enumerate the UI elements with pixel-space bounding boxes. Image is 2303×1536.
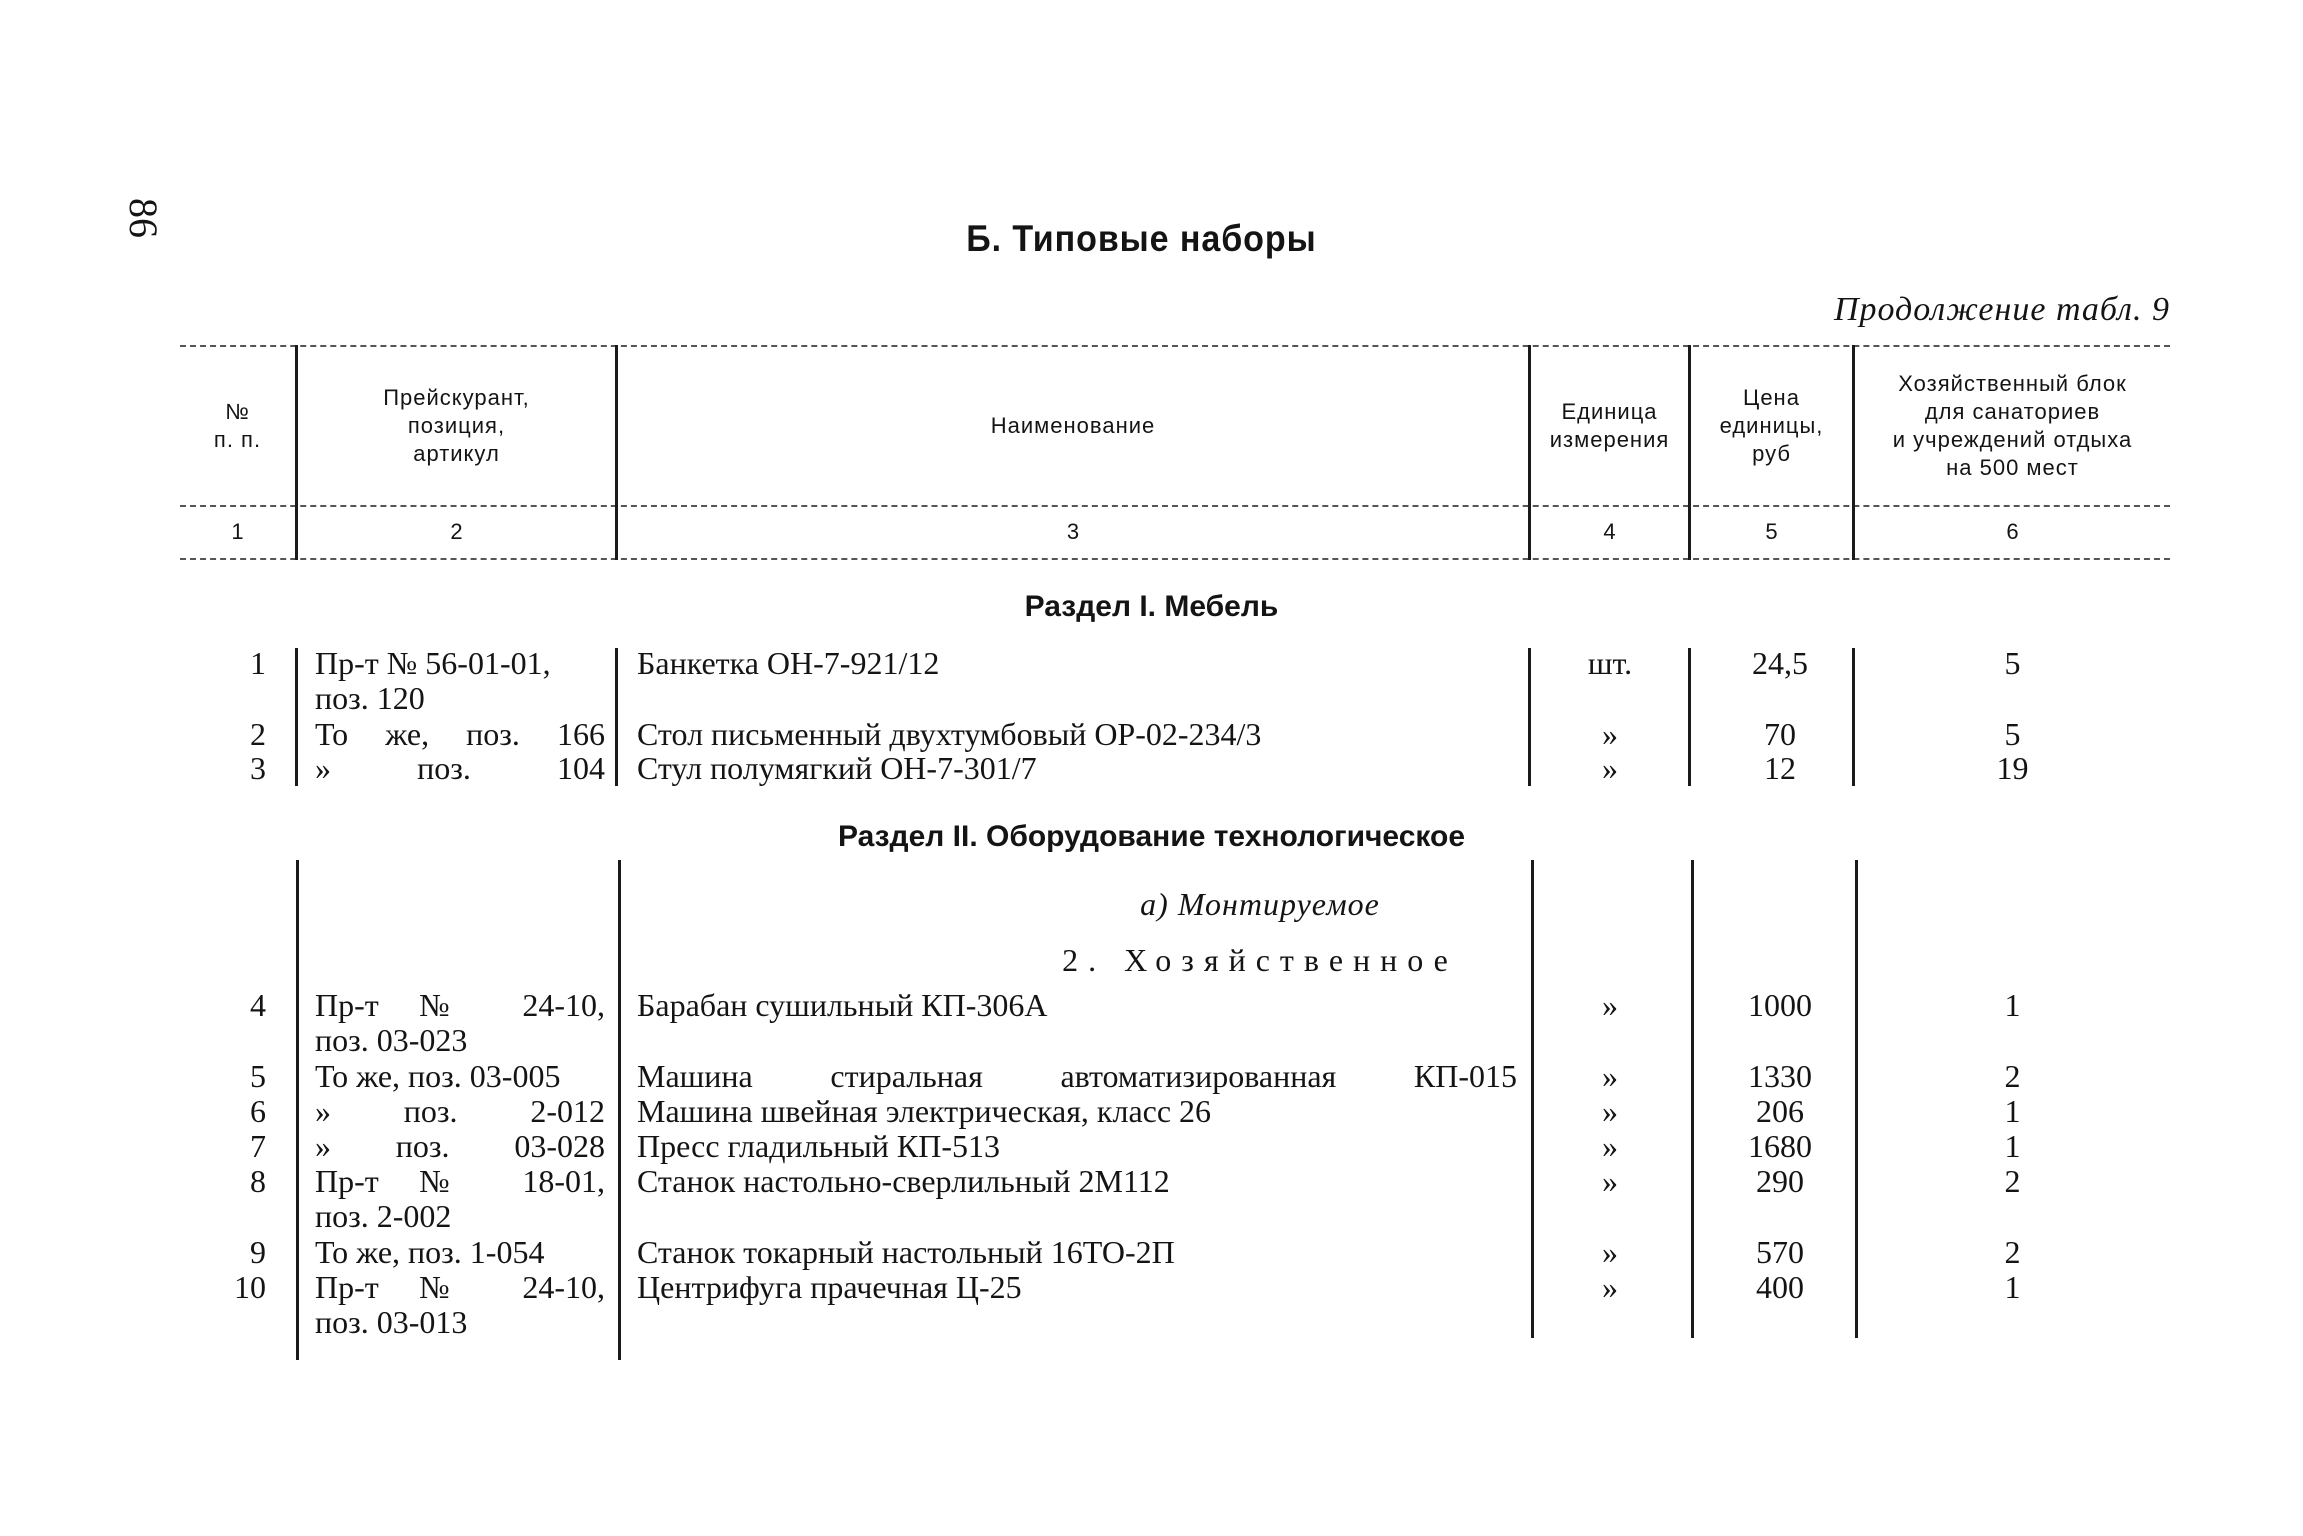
row-unit: » bbox=[1602, 1234, 1618, 1270]
row-quantity: 1 bbox=[2004, 1128, 2021, 1164]
row-quantity: 5 bbox=[2004, 645, 2021, 681]
row-price: 1330 bbox=[1748, 1058, 1812, 1094]
row-price: 1000 bbox=[1748, 987, 1812, 1023]
row-number: 1 bbox=[250, 645, 266, 681]
row-number: 7 bbox=[250, 1128, 266, 1164]
page-number: 86 bbox=[121, 198, 166, 238]
row-number: 2 bbox=[250, 716, 266, 752]
s1-divider-3 bbox=[1528, 648, 1531, 786]
row-price: 1680 bbox=[1748, 1128, 1812, 1164]
subsection-mounted: а) Монтируемое bbox=[1140, 886, 1380, 922]
row-price: 400 bbox=[1756, 1269, 1804, 1305]
row-item-name: Центрифуга прачечная Ц-25 bbox=[637, 1269, 1022, 1305]
row-price: 570 bbox=[1756, 1234, 1804, 1270]
row-pricelist-ref: Пр-т № 24-10, bbox=[315, 987, 605, 1023]
row-number: 3 bbox=[250, 750, 266, 786]
row-item-name: Стул полумягкий ОН-7-301/7 bbox=[637, 750, 1037, 786]
column-number-rule bbox=[180, 558, 2170, 560]
s1-divider-1 bbox=[295, 648, 298, 786]
row-pricelist-ref: » поз. 2-012 bbox=[315, 1093, 605, 1129]
s2-divider-1 bbox=[296, 860, 299, 1360]
column-number-5: 5 bbox=[1765, 519, 1778, 544]
row-pricelist-ref: То же, поз. 166 bbox=[315, 716, 605, 752]
row-pricelist-ref-line2: поз. 120 bbox=[315, 680, 425, 716]
row-pricelist-ref-line2: поз. 03-023 bbox=[315, 1022, 468, 1058]
row-pricelist-ref: » поз. 104 bbox=[315, 750, 605, 786]
row-unit: » bbox=[1602, 987, 1618, 1023]
header-pricelist: Прейскурант, позиция, артикул bbox=[383, 385, 530, 466]
section-1-title: Раздел I. Мебель bbox=[1024, 590, 1279, 623]
row-quantity: 5 bbox=[2004, 716, 2021, 752]
row-unit: шт. bbox=[1587, 645, 1633, 681]
row-price: 290 bbox=[1756, 1163, 1804, 1199]
row-unit: » bbox=[1602, 750, 1618, 786]
row-number: 4 bbox=[250, 987, 266, 1023]
row-price: 24,5 bbox=[1752, 645, 1808, 681]
row-quantity: 19 bbox=[1996, 750, 2029, 786]
header-num: № п. п. bbox=[213, 399, 262, 452]
row-pricelist-ref: Пр-т № 56-01-01, bbox=[315, 645, 551, 681]
row-unit: » bbox=[1602, 1128, 1618, 1164]
row-pricelist-ref: » поз. 03-028 bbox=[315, 1128, 605, 1164]
row-item-name: Машина швейная электрическая, класс 26 bbox=[637, 1093, 1212, 1129]
row-quantity: 1 bbox=[2004, 1093, 2021, 1129]
column-number-2: 2 bbox=[450, 519, 463, 544]
row-number: 10 bbox=[234, 1269, 266, 1305]
s2-divider-2 bbox=[618, 860, 621, 1360]
row-number: 6 bbox=[250, 1093, 266, 1129]
row-unit: » bbox=[1602, 716, 1618, 752]
row-quantity: 1 bbox=[2004, 1269, 2021, 1305]
row-number: 5 bbox=[250, 1058, 266, 1094]
row-item-name: Машина стиральная автоматизированная КП-015 bbox=[637, 1058, 1517, 1094]
row-quantity: 2 bbox=[2004, 1234, 2021, 1270]
row-price: 70 bbox=[1764, 716, 1796, 752]
row-number: 9 bbox=[250, 1234, 266, 1270]
s1-divider-4 bbox=[1688, 648, 1691, 786]
row-price: 206 bbox=[1756, 1093, 1804, 1129]
header-qty: Хозяйственный блок для санаториев и учреждений отдыха на 500 мест bbox=[1892, 371, 2133, 480]
column-number-1: 1 bbox=[231, 519, 244, 544]
row-unit: » bbox=[1602, 1269, 1618, 1305]
header-unit: Единица измерения bbox=[1549, 399, 1670, 452]
row-item-name: Станок настольно-сверлильный 2М112 bbox=[637, 1163, 1170, 1199]
row-pricelist-ref: То же, поз. 03-005 bbox=[315, 1058, 561, 1094]
row-item-name: Станок токарный настольный 16ТО-2П bbox=[637, 1234, 1175, 1270]
table-continuation-note: Продолжение табл. 9 bbox=[1833, 291, 2170, 328]
header-bottom-rule bbox=[180, 505, 2170, 507]
s2-divider-4 bbox=[1691, 860, 1694, 1338]
row-pricelist-ref: Пр-т № 24-10, bbox=[315, 1269, 605, 1305]
row-pricelist-ref-line2: поз. 03-013 bbox=[315, 1304, 468, 1340]
row-quantity: 1 bbox=[2004, 987, 2021, 1023]
row-pricelist-ref-line2: поз. 2-002 bbox=[315, 1198, 452, 1234]
row-unit: » bbox=[1602, 1058, 1618, 1094]
row-item-name: Барабан сушильный КП-306А bbox=[637, 987, 1048, 1023]
s2-divider-3 bbox=[1531, 860, 1534, 1338]
page-title-text: Б. Типовые наборы bbox=[966, 218, 1317, 259]
column-number-3: 3 bbox=[1066, 519, 1080, 544]
row-unit: » bbox=[1602, 1093, 1618, 1129]
row-price: 12 bbox=[1764, 750, 1796, 786]
group-household: 2. Хозяйственное bbox=[1062, 942, 1458, 978]
row-quantity: 2 bbox=[2004, 1163, 2021, 1199]
header-name: Наименование bbox=[990, 413, 1156, 438]
row-item-name: Пресс гладильный КП-513 bbox=[637, 1128, 1001, 1164]
row-pricelist-ref: Пр-т № 18-01, bbox=[315, 1163, 605, 1199]
row-quantity: 2 bbox=[2004, 1058, 2021, 1094]
row-unit: » bbox=[1602, 1163, 1618, 1199]
header-price: Цена единицы, руб bbox=[1719, 385, 1824, 466]
s1-divider-2 bbox=[615, 648, 618, 786]
row-pricelist-ref: То же, поз. 1-054 bbox=[315, 1234, 545, 1270]
table-top-rule bbox=[180, 345, 2170, 347]
row-item-name: Банкетка ОН-7-921/12 bbox=[637, 645, 940, 681]
section-2-title: Раздел II. Оборудование технологическое bbox=[837, 820, 1466, 853]
column-number-4: 4 bbox=[1603, 519, 1616, 544]
row-number: 8 bbox=[250, 1163, 266, 1199]
page-title bbox=[0, 218, 2303, 260]
row-item-name: Стол письменный двухтумбовый ОР-02-234/3 bbox=[637, 716, 1262, 752]
column-number-6: 6 bbox=[2006, 519, 2019, 544]
